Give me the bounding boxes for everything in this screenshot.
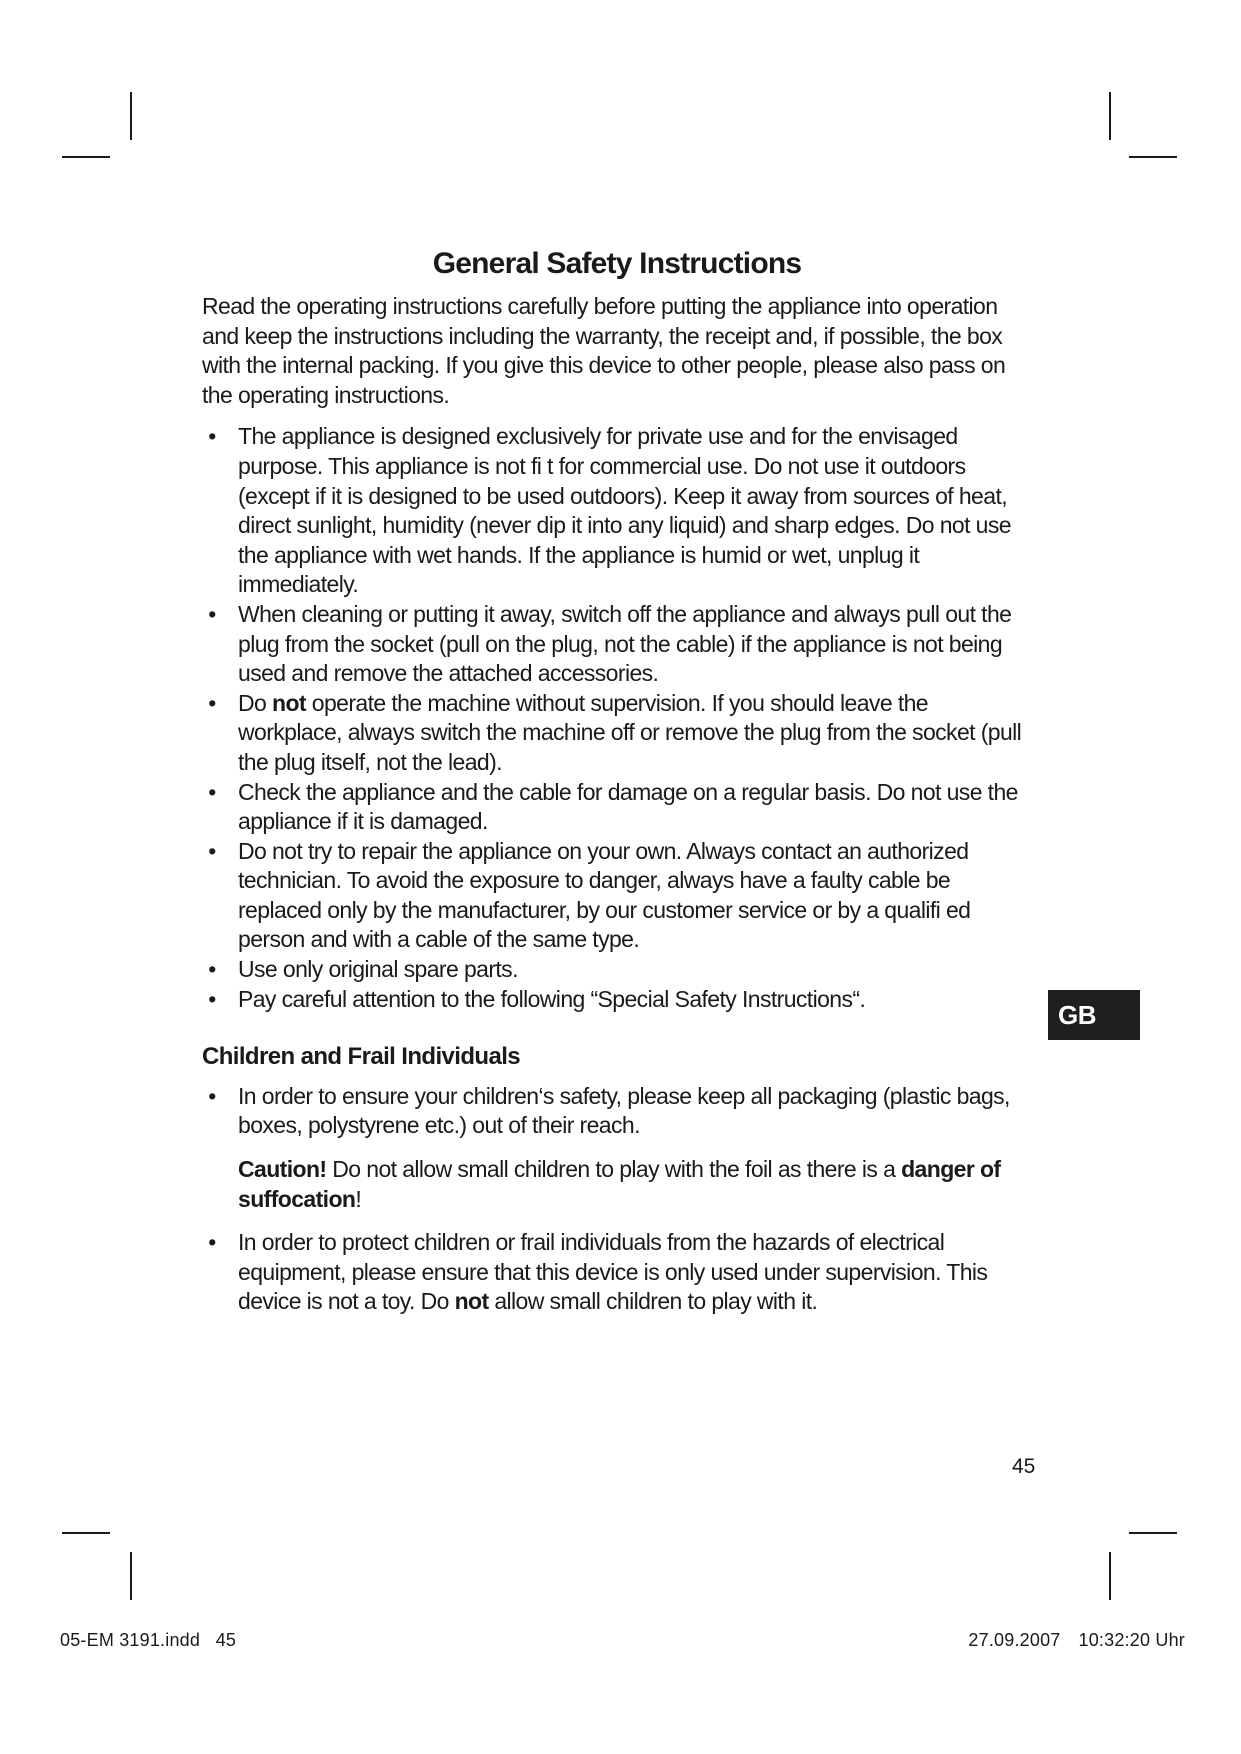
bullet-icon: • [208,778,216,805]
children-bullet-list [202,1082,1032,1141]
crop-mark-top-right-vertical [1109,92,1111,140]
bullet-text: Use only original spare parts. [238,956,518,983]
list-item [202,600,1032,689]
safety-bullet-list [202,422,1032,1014]
bullet-text-bold: not [454,1288,489,1315]
bullet-icon: • [208,837,216,864]
language-tab: GB [1048,990,1140,1040]
bullet-icon: • [208,1229,216,1256]
list-item [202,422,1032,600]
bullet-text-pre: Do [238,689,267,716]
bullet-text-post: allow small children to play with it. [494,1288,818,1315]
caution-label: Caution! [238,1156,327,1183]
page-content [202,246,1032,1317]
crop-mark-top-left-vertical [130,92,132,140]
footer-date: 27.09.2007 [968,1630,1061,1650]
bullet-icon: • [208,689,216,716]
caution-end: ! [355,1185,362,1212]
bullet-text: When cleaning or putting it away, switch off the appliance and always pull out the plug from the socket (pull on the plug, not the cable) if the appliance is not being used and remove the attached accessories. [238,600,1012,687]
crop-mark-top-right-horizontal [1129,156,1177,158]
caution-note [202,1155,1032,1214]
caution-bold-text: danger of suffocation [238,1156,1001,1212]
footer-timestamp [968,1630,1185,1651]
list-item [202,778,1032,837]
bullet-text: Check the appliance and the cable for damage on a regular basis. Do not use the appliance if it is damaged. [238,778,1018,835]
list-item [202,689,1032,778]
list-item [202,955,1032,985]
bullet-icon: • [208,1082,216,1109]
bullet-icon: • [208,600,216,627]
bullet-text-pre: In order to protect children or frail individuals from the hazards of electrical equipment, please ensure that this device is only used under supervision. This device is not a toy. Do [238,1229,988,1315]
bullet-text: The appliance is designed exclusively for private use and for the envisaged purpose. This appliance is not fi t for commercial use. Do not use it outdoors (except if it is designed to be used outdoors). Keep it away from sources of heat, direct sunlight, humidity (never dip it into any liquid) and sharp edges. Do not use the appliance with wet hands. If the appliance is humid or wet, unplug it immediately. [238,423,1011,598]
page-title: General Safety Instructions [432,247,802,280]
footer-file-name [60,1630,236,1651]
intro-paragraph: Read the operating instructions carefully before putting the appliance into operation and keep the instructions including the warranty, the receipt and, if possible, the box with the internal packing. If you give this device to other people, please also pass on the operating instructions. [202,293,1006,408]
section-heading-children: Children and Frail Individuals [202,1043,521,1071]
crop-mark-bottom-right-horizontal [1129,1532,1177,1534]
bullet-text-post: operate the machine without supervision. If you should leave the workplace, always switch the machine off or remove the plug from the socket (pull the plug itself, not the lead). [238,689,1022,775]
list-item [202,1082,1032,1141]
footer-time: 10:32:20 Uhr [1078,1630,1185,1650]
caution-text: Do not allow small children to play with the foil as there is a [332,1156,896,1183]
crop-mark-bottom-left-vertical [130,1552,132,1600]
crop-mark-bottom-right-vertical [1109,1552,1111,1600]
crop-mark-top-left-horizontal [62,156,110,158]
list-item [202,1228,1032,1317]
footer-file-text: 05-EM 3191.indd 45 [60,1630,237,1650]
bullet-icon: • [208,423,216,450]
bullet-text: Pay careful attention to the following “Special Safety Instructions“. [238,985,866,1012]
list-item [202,985,1032,1015]
bullet-icon: • [208,956,216,983]
bullet-text: In order to ensure your children‘s safety, please keep all packaging (plastic bags, boxes, polystyrene etc.) out of their reach. [238,1082,1010,1139]
bullet-text-bold: not [272,689,306,716]
crop-mark-bottom-left-horizontal [62,1532,110,1534]
page-number: 45 [1012,1455,1036,1478]
bullet-text: Do not try to repair the appliance on your own. Always contact an authorized technician. To avoid the exposure to danger, always have a faulty cable be replaced only by the manufacturer, by our customer service or by a qualifi ed person and with a cable of the same type. [238,837,971,953]
bullet-icon: • [208,985,216,1012]
list-item [202,837,1032,955]
children-bullet-list-2 [202,1228,1032,1317]
